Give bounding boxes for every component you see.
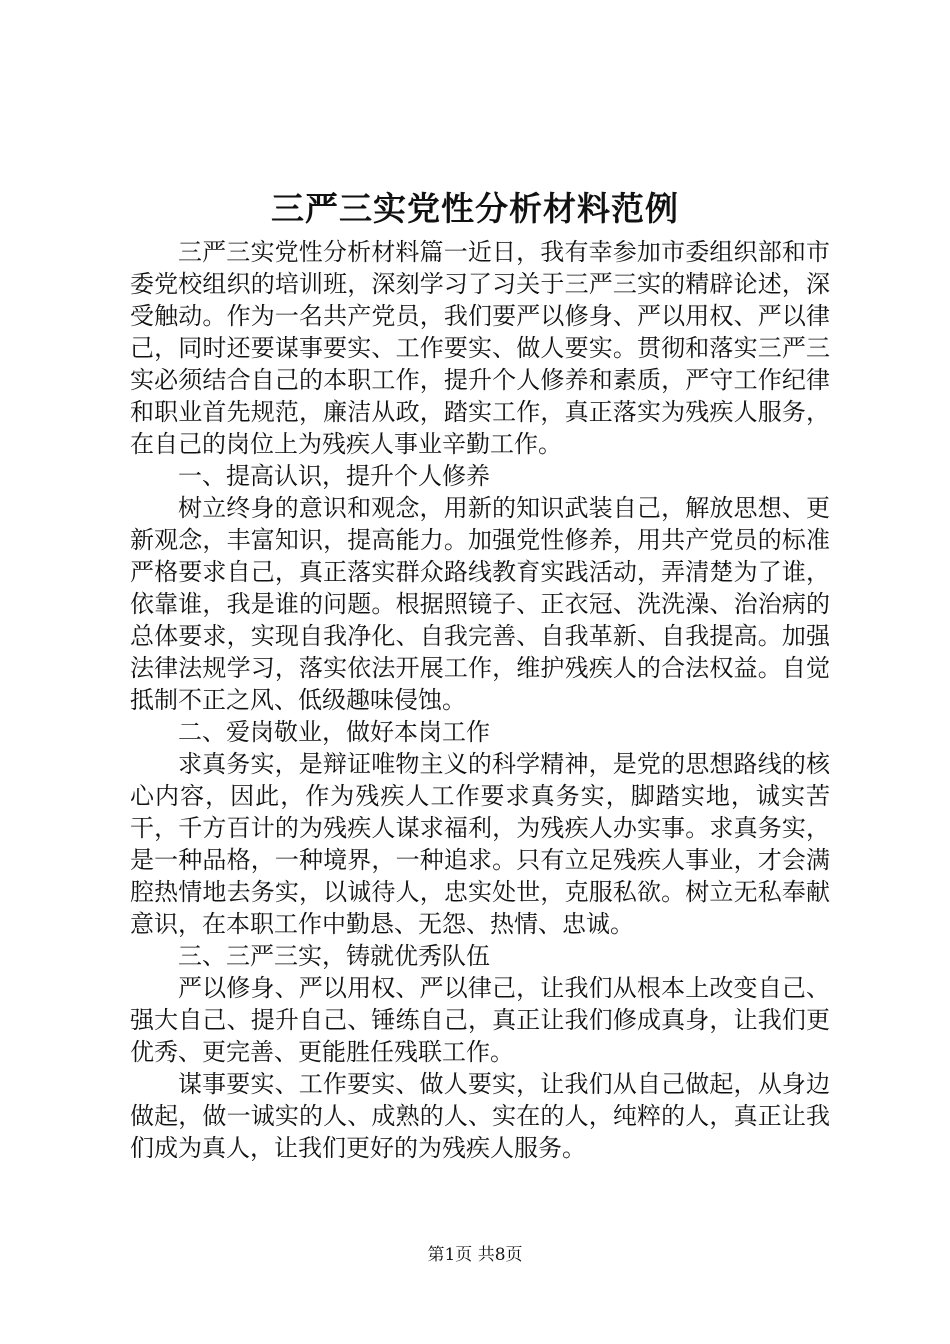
section-heading-3: 三、三严三实，铸就优秀队伍	[178, 942, 490, 970]
paragraph-section-1: 树立终身的意识和观念，用新的知识武装自己，解放思想、更新观念，丰富知识，提高能力。加强党性修养，用共产党员的标准严格要求自己，真正落实群众路线教育实践活动，弄清楚为了谁，依靠谁，我是谁的问题。根据照镜子、正衣冠、洗洗澡、治治病的总体要求，实现自我净化、自我完善、自我革新、自我提高。加强法律法规学习，落实依法开展工作，维护残疾人的合法权益。自觉抵制不正之风、低级趣味侵蚀。	[130, 494, 830, 714]
paragraph-intro: 三严三实党性分析材料篇一近日，我有幸参加市委组织部和市委党校组织的培训班，深刻学习了习关于三严三实的精辟论述，深受触动。作为一名共产党员，我们要严以修身、严以用权、严以律己，同时还要谋事要实、工作要实、做人要实。贯彻和落实三严三实必须结合自己的本职工作，提升个人修养和素质，严守工作纪律和职业首先规范，廉洁从政，踏实工作，真正落实为残疾人服务，在自己的岗位上为残疾人事业辛勤工作。	[130, 238, 830, 458]
page-number-footer: 第1页 共8页	[427, 1245, 523, 1265]
section-heading-2: 二、爱岗敬业，做好本岗工作	[178, 718, 490, 746]
section-heading-1: 一、提高认识，提升个人修养	[178, 462, 490, 490]
document-title: 三严三实党性分析材料范例	[271, 189, 679, 228]
paragraph-section-3b: 谋事要实、工作要实、做人要实，让我们从自己做起，从身边做起，做一诚实的人、成熟的人、实在的人，纯粹的人，真正让我们成为真人，让我们更好的为残疾人服务。	[130, 1070, 830, 1162]
paragraph-section-3a: 严以修身、严以用权、严以律己，让我们从根本上改变自己、强大自己、提升自己、锤练自己，真正让我们修成真身，让我们更优秀、更完善、更能胜任残联工作。	[130, 974, 830, 1066]
paragraph-section-2: 求真务实，是辩证唯物主义的科学精神，是党的思想路线的核心内容，因此，作为残疾人工作要求真务实，脚踏实地，诚实苦干，千方百计的为残疾人谋求福利，为残疾人办实事。求真务实，是一种品格，一种境界，一种追求。只有立足残疾人事业，才会满腔热情地去务实，以诚待人，忠实处世，克服私欲。树立无私奉献意识，在本职工作中勤恳、无怨、热情、忠诚。	[130, 750, 830, 938]
document-body	[130, 236, 830, 1164]
